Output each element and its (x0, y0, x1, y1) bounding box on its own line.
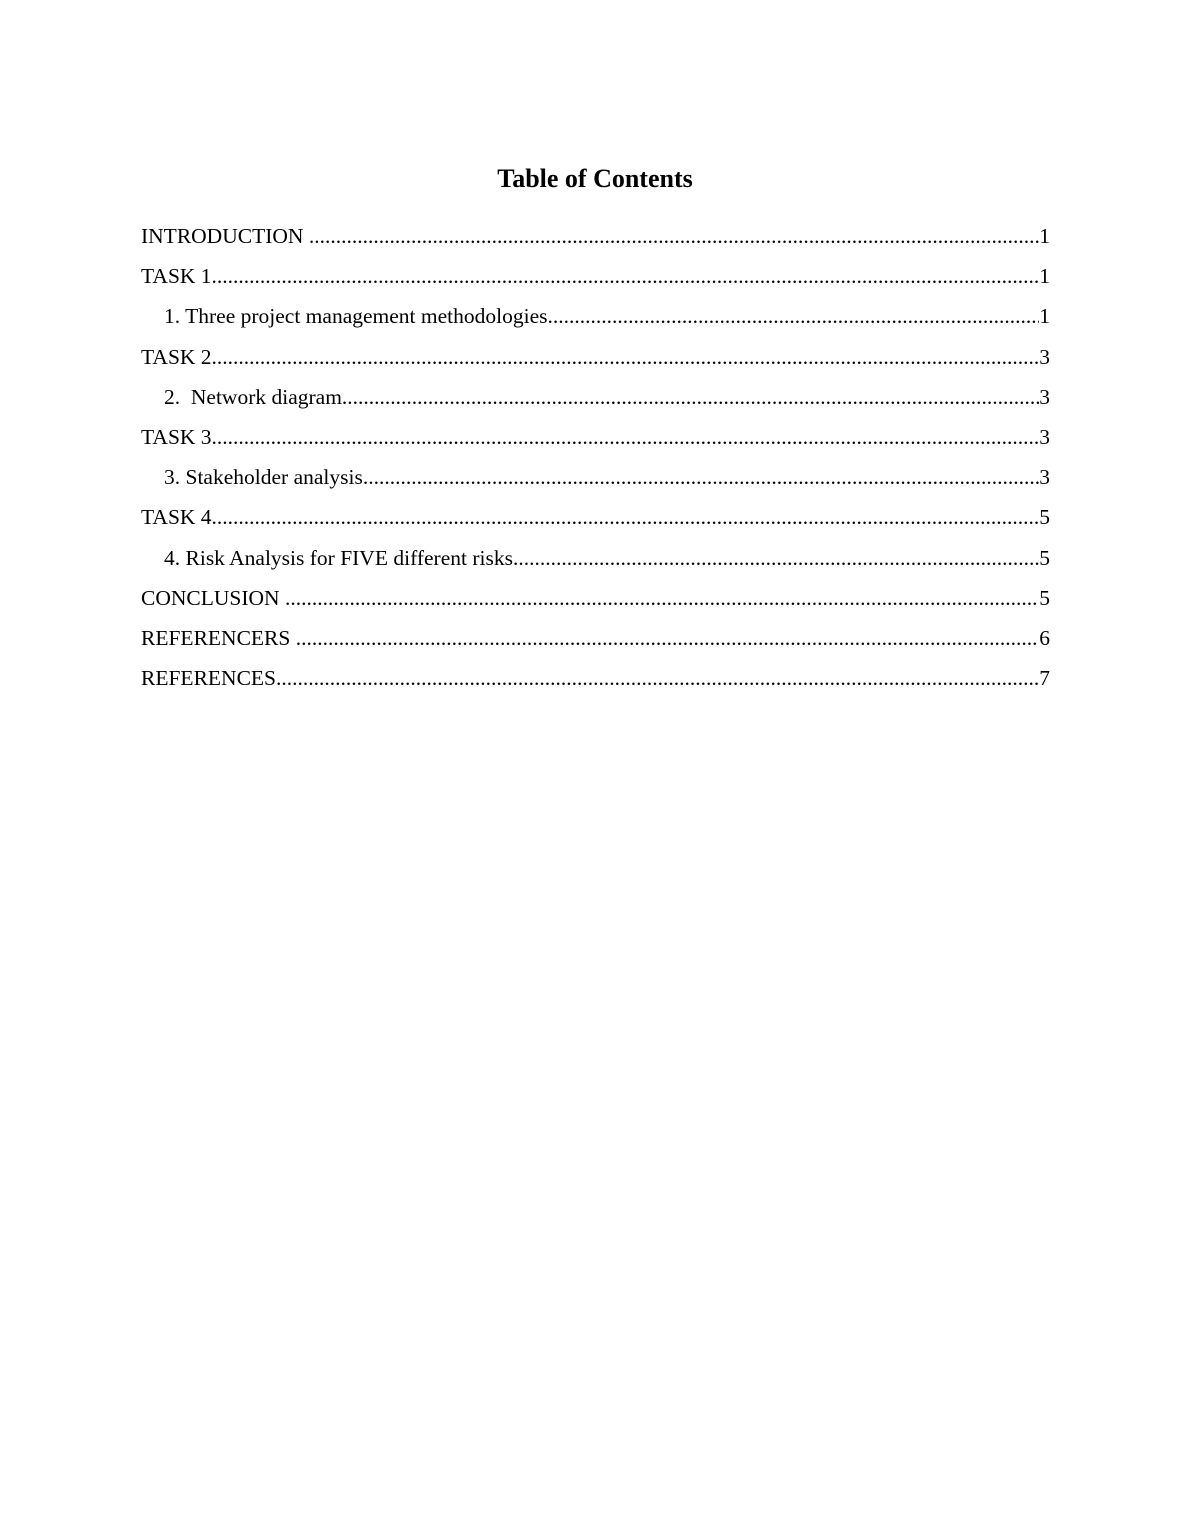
toc-page-number: 5 (1039, 545, 1050, 570)
toc-entry-label: TASK 3 (141, 424, 212, 449)
toc-entry-methodologies[interactable] (141, 300, 1050, 340)
toc-entry-network-diagram[interactable] (141, 381, 1050, 421)
toc-entry-task-2[interactable] (141, 341, 1050, 381)
toc-entry-conclusion[interactable] (141, 582, 1050, 622)
toc-page-number: 6 (1039, 625, 1050, 650)
toc-entry-label: TASK 1 (141, 264, 212, 289)
toc-dot-leader (212, 341, 1040, 373)
toc-dot-leader (296, 622, 1040, 654)
toc-dot-leader (342, 381, 1039, 413)
toc-entry-task-1[interactable] (141, 260, 1050, 300)
toc-entry-task-3[interactable] (141, 421, 1050, 461)
toc-dot-leader (309, 220, 1039, 252)
toc-entry-label: 4. Risk Analysis for FIVE different risks (164, 545, 513, 570)
toc-page-number: 3 (1039, 424, 1050, 449)
toc-entry-label: 3. Stakeholder analysis (164, 465, 363, 490)
toc-dot-leader (212, 421, 1040, 453)
toc-page-number: 1 (1039, 304, 1050, 329)
toc-list (141, 220, 1050, 702)
toc-dot-leader (513, 542, 1039, 574)
toc-entry-label: REFERENCES (141, 666, 276, 691)
toc-dot-leader (285, 582, 1039, 614)
toc-entry-introduction[interactable] (141, 220, 1050, 260)
toc-page-number: 5 (1039, 585, 1050, 610)
toc-dot-leader (212, 501, 1040, 533)
toc-entry-referencers[interactable] (141, 622, 1050, 662)
toc-dot-leader (363, 461, 1039, 493)
toc-entry-stakeholder-analysis[interactable] (141, 461, 1050, 501)
toc-entry-label: TASK 2 (141, 344, 212, 369)
toc-entry-label: 1. Three project management methodologies (164, 304, 548, 329)
toc-page-number: 1 (1039, 264, 1050, 289)
toc-dot-leader (276, 662, 1039, 694)
toc-page-number: 1 (1039, 224, 1050, 248)
toc-dot-leader (212, 260, 1040, 292)
toc-page-number: 3 (1039, 384, 1050, 409)
toc-page-number: 5 (1039, 505, 1050, 530)
toc-entry-task-4[interactable] (141, 501, 1050, 541)
toc-entry-references[interactable] (141, 662, 1050, 702)
toc-entry-label: REFERENCERS (141, 625, 296, 650)
toc-entry-label: TASK 4 (141, 505, 212, 530)
toc-page-number: 3 (1039, 465, 1050, 490)
toc-dot-leader (548, 300, 1040, 332)
toc-entry-label: 2. Network diagram (164, 384, 342, 409)
toc-page-number: 7 (1039, 666, 1050, 691)
toc-entry-label: CONCLUSION (141, 585, 285, 610)
toc-page-number: 3 (1039, 344, 1050, 369)
toc-entry-risk-analysis[interactable] (141, 542, 1050, 582)
toc-title: Table of Contents (497, 164, 693, 193)
toc-entry-label: INTRODUCTION (141, 224, 309, 248)
